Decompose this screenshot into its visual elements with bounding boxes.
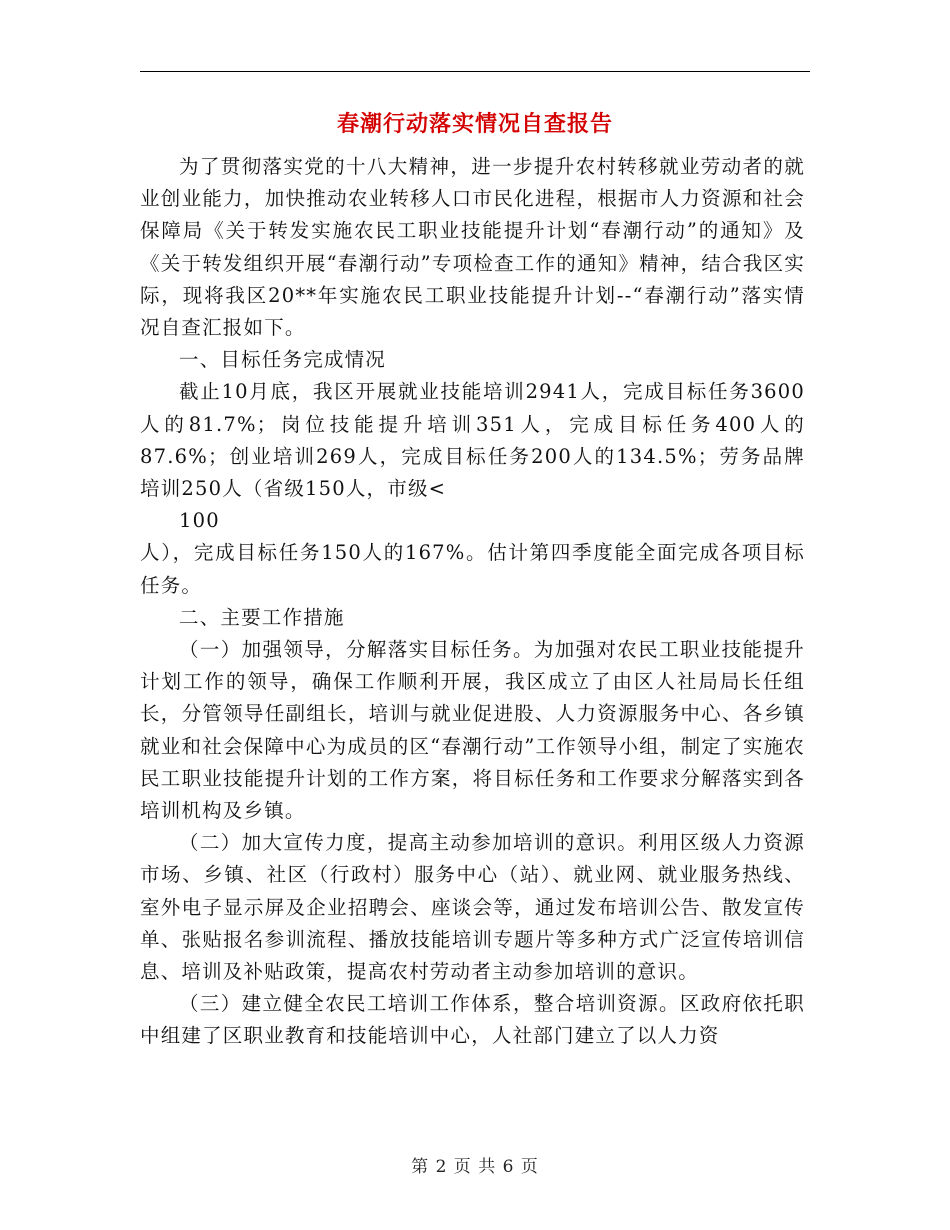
document-body: [140, 151, 805, 1053]
paragraph-targets-continued: 人），完成目标任务150人的167%。估计第四季度能全面完成各项目标任务。: [140, 541, 805, 597]
section-heading-1: 一、目标任务完成情况: [179, 348, 387, 372]
paragraph-intro: 为了贯彻落实党的十八大精神，进一步提升农村转移就业劳动者的就业创业能力，加快推动农业转移人口市民化进程，根据市人力资源和社会保障局《关于转发实施农民工职业技能提升计划“春潮行动”的通知》及《关于转发组织开展“春潮行动”专项检查工作的通知》精神，结合我区实际，现将我区20**年实施农民工职业技能提升计划--“春潮行动”落实情况自查汇报如下。: [140, 155, 805, 340]
paragraph-measure-2: （二）加大宣传力度，提高主动参加培训的意识。利用区级人力资源市场、乡镇、社区（行政村）服务中心（站）、就业网、就业服务热线、室外电子显示屏及企业招聘会、座谈会等，通过发布培训公告、散发宣传单、张贴报名参训流程、播放技能培训专题片等多种方式广泛宣传培训信息、培训及补贴政策，提高农村劳动者主动参加培训的意识。: [140, 831, 805, 984]
paragraph-measure-3: （三）建立健全农民工培训工作体系，整合培训资源。区政府依托职中组建了区职业教育和技能培训中心，人社部门建立了以人力资: [140, 992, 805, 1048]
paragraph-measure-1: （一）加强领导，分解落实目标任务。为加强对农民工职业技能提升计划工作的领导，确保工作顺利开展，我区成立了由区人社局局长任组长，分管领导任副组长，培训与就业促进股、人力资源服务中心、各乡镇就业和社会保障中心为成员的区“春潮行动”工作领导小组，制定了实施农民工职业技能提升计划的工作方案，将目标任务和工作要求分解落实到各培训机构及乡镇。: [140, 638, 805, 823]
header-rule: [140, 71, 810, 72]
page-footer: [0, 1152, 950, 1177]
paragraph-targets: 截止10月底，我区开展就业技能培训2941人，完成目标任务3600人的81.7%；岗位技能提升培训351人，完成目标任务400人的87.6%；创业培训269人，完成目标任务200人的134.5%；劳务品牌培训250人（省级150人，市级<: [140, 380, 805, 501]
section-heading-2: 二、主要工作措施: [179, 605, 345, 629]
document-title: 春潮行动落实情况自查报告: [336, 111, 613, 137]
page-number: 第 2 页 共 6 页: [411, 1157, 539, 1177]
paragraph-number-fragment: 100: [179, 509, 220, 533]
